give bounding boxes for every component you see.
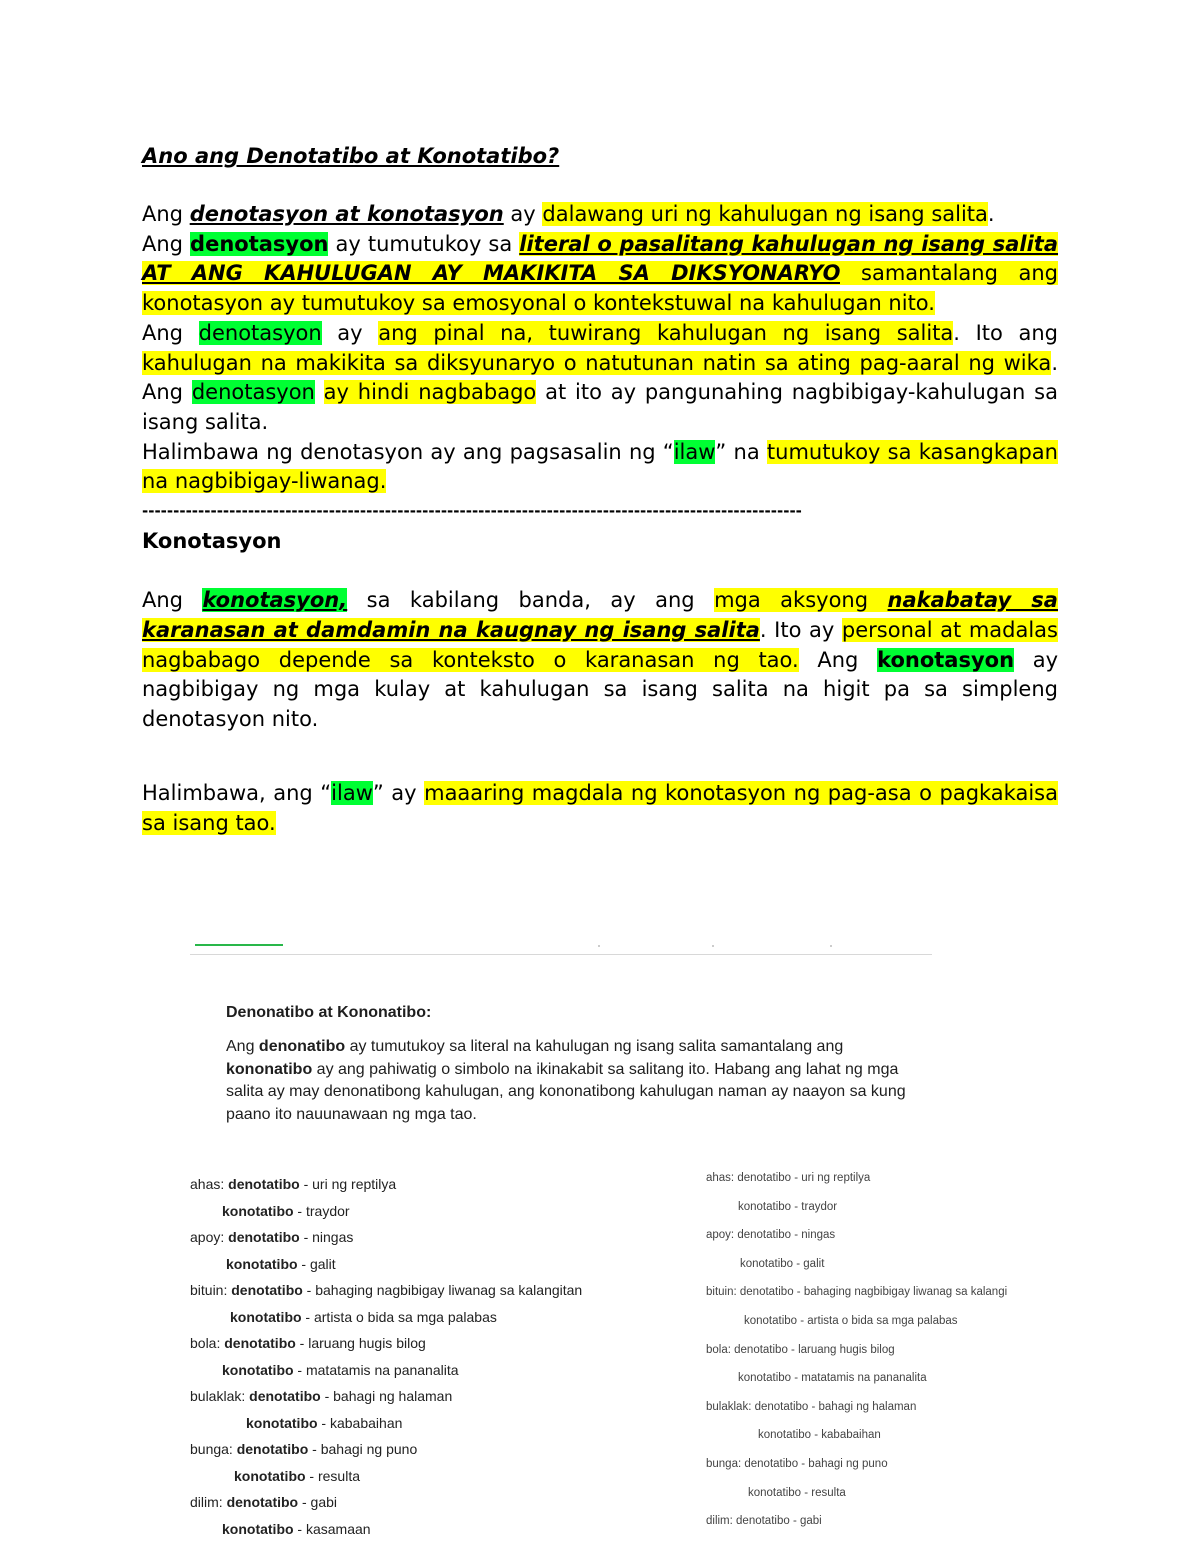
text-run-bold: kononatibo bbox=[226, 1060, 313, 1078]
list-item-meaning: - resulta bbox=[305, 1467, 361, 1484]
text-run bbox=[840, 261, 861, 285]
list-item-word: bulaklak: bbox=[190, 1388, 250, 1404]
text-run: Ang bbox=[142, 320, 199, 345]
list-item-word: bituin: bbox=[190, 1282, 232, 1298]
text-run: at ito ay pangunahing nagbibigay-kahulugan sa isang salita. bbox=[142, 380, 1058, 434]
list-item: konotatibo - kababaihan bbox=[758, 1429, 881, 1442]
list-item: konotatibo - traydor bbox=[738, 1200, 838, 1213]
separator-dashes: ---------------------------------------------------------------------------------------------------------- bbox=[142, 502, 802, 521]
list-item-meaning: - ningas bbox=[299, 1229, 354, 1245]
highlight-yellow: maaaring magdala ng konotasyon ng pag-asa o pagkakaisa sa isang tao. bbox=[142, 781, 1058, 836]
list-item-kind: konotatibo bbox=[222, 1202, 294, 1219]
list-item-meaning: - gabi bbox=[298, 1494, 338, 1510]
list-item bbox=[190, 1441, 417, 1457]
highlight-yellow: AT ANG KAHULUGAN AY MAKIKITA SA DIKSYONARYO bbox=[142, 261, 841, 286]
list-item bbox=[190, 1494, 337, 1510]
highlight-green: denotasyon bbox=[190, 231, 329, 256]
document-title: Ano ang Denotatibo at Konotatibo? bbox=[142, 144, 560, 168]
list-item-meaning: - galit bbox=[297, 1255, 336, 1272]
text-run: Halimbawa ng denotasyon ay ang pagsasalin ng “ bbox=[142, 439, 674, 464]
list-item: apoy: denotatibo - ningas bbox=[706, 1229, 836, 1242]
list-item: dilim: denotatibo - gabi bbox=[706, 1515, 822, 1528]
list-item-kind: denotatibo bbox=[224, 1335, 296, 1351]
list-item bbox=[246, 1415, 402, 1431]
text-run: ay nagbibigay ng mga kulay at kahulugan sa isang salita na higit pa sa simpleng denotasyon nito. bbox=[142, 647, 1059, 731]
list-item bbox=[222, 1203, 350, 1219]
list-item-kind: konotatibo bbox=[246, 1414, 318, 1431]
dot bbox=[598, 945, 600, 947]
list-item bbox=[190, 1335, 426, 1351]
list-item-meaning: - laruang hugis bilog bbox=[295, 1335, 426, 1351]
list-item: bunga: denotatibo - bahagi ng puno bbox=[706, 1458, 888, 1470]
left-word-list bbox=[190, 1176, 670, 1556]
text-run: sa kabilang banda, ay ang bbox=[347, 588, 715, 613]
text-run: ay bbox=[321, 320, 379, 345]
list-item-meaning: - bahagi ng halaman bbox=[320, 1388, 453, 1404]
highlight-yellow: mga aksyong bbox=[714, 588, 888, 613]
highlight-yellow: kahulugan na makikita sa diksyunaryo o natutunan natin sa ating pag-aaral ng wika bbox=[142, 350, 1052, 375]
text-run: . Ang bbox=[142, 350, 1058, 405]
list-item-meaning: - bahagi ng puno bbox=[308, 1441, 418, 1457]
text-run-bold-italic: denotasyon at konotasyon bbox=[189, 202, 504, 226]
list-item-kind: denotatibo bbox=[231, 1282, 303, 1298]
list-item-meaning: - kasamaan bbox=[293, 1520, 371, 1537]
list-item bbox=[222, 1362, 459, 1378]
list-item bbox=[190, 1176, 396, 1192]
list-item-kind: konotatibo bbox=[222, 1361, 294, 1378]
list-item: bituin: denotatibo - bahaging nagbibigay liwanag sa kalangi bbox=[706, 1286, 1008, 1299]
main-text bbox=[142, 200, 1058, 839]
text-run: ay tumutukoy sa literal na kahulugan ng isang salita samantalang ang bbox=[345, 1038, 844, 1055]
list-item: ahas: denotatibo - uri ng reptilya bbox=[706, 1172, 871, 1184]
text-run-bold: denonatibo bbox=[258, 1038, 346, 1055]
text-run: ” na bbox=[715, 439, 767, 464]
list-item-kind: denotatibo bbox=[228, 1229, 300, 1245]
text-run bbox=[315, 380, 324, 404]
text-run: . bbox=[987, 202, 995, 226]
list-item: bola: denotatibo - laruang hugis bilog bbox=[706, 1343, 895, 1356]
highlight-green: ilaw bbox=[673, 439, 716, 464]
list-item-word: dilim: bbox=[190, 1494, 227, 1510]
highlight-yellow: samantalang ang konotasyon ay tumutukoy sa emosyonal o kontekstuwal na kahulugan nito. bbox=[142, 261, 1058, 316]
text-run: Ang bbox=[798, 647, 878, 672]
highlight-yellow: literal o pasalitang kahulugan ng isang salita bbox=[519, 231, 1059, 256]
card-title: Denonatibo at Kononatibo: bbox=[226, 1004, 432, 1021]
list-item-kind: konotatibo bbox=[222, 1520, 294, 1537]
list-item bbox=[190, 1388, 452, 1404]
text-run: Ang bbox=[226, 1038, 259, 1055]
list-item-kind: konotatibo bbox=[230, 1308, 302, 1325]
list-item-kind: konotatibo bbox=[234, 1467, 306, 1484]
text-run: Ang bbox=[142, 202, 190, 226]
list-item-kind: konotatibo bbox=[226, 1255, 298, 1272]
blank-line bbox=[142, 735, 1058, 765]
list-item-word: ahas: bbox=[190, 1176, 229, 1192]
highlight-green: konotasyon bbox=[877, 647, 1015, 672]
list-item bbox=[222, 1521, 371, 1537]
paragraph-1 bbox=[142, 200, 1058, 230]
list-item-meaning: - uri ng reptilya bbox=[299, 1176, 397, 1192]
embedded-screenshot bbox=[190, 940, 1090, 1553]
highlight-green: ilaw bbox=[331, 781, 373, 806]
blank-line bbox=[142, 764, 1058, 779]
highlight-green: konotasyon, bbox=[202, 588, 348, 613]
dot bbox=[830, 945, 832, 947]
paragraph-2 bbox=[142, 230, 1058, 319]
highlight-yellow: dalawang uri ng kahulugan ng isang salita bbox=[542, 202, 988, 226]
text-run: ” ay bbox=[372, 781, 425, 806]
list-item-word: apoy: bbox=[190, 1229, 229, 1245]
paragraph-3 bbox=[142, 319, 1058, 438]
text-run: . Ito ang bbox=[953, 320, 1058, 345]
highlight-green: denotasyon bbox=[191, 380, 315, 405]
paragraph-6 bbox=[142, 779, 1058, 838]
list-item bbox=[230, 1309, 497, 1325]
text-run: Ang bbox=[142, 588, 203, 613]
divider bbox=[190, 954, 932, 955]
list-item-meaning: - matatamis na pananalita bbox=[293, 1361, 459, 1378]
section-heading: Konotasyon bbox=[142, 528, 282, 553]
paragraph-4 bbox=[142, 438, 1058, 497]
text-run: . Ito ay bbox=[759, 617, 842, 642]
text-run: ay ang pahiwatig o simbolo na ikinakabit sa salitang ito. Habang ang lahat ng mga salita ay may denonatibong kahulugan, ang kononatibong kahulugan naman ay naayon sa kung paano ito nauunawaan ng mga tao. bbox=[226, 1060, 906, 1123]
list-item bbox=[190, 1229, 353, 1245]
card-body bbox=[226, 1036, 916, 1126]
list-item-word: bunga: bbox=[190, 1441, 237, 1457]
list-item-kind: denotatibo bbox=[228, 1176, 300, 1192]
highlight-yellow: nakabatay sa karanasan at damdamin na kaugnay ng isang salita bbox=[142, 588, 1058, 642]
highlight-yellow: ang pinal na, tuwirang kahulugan ng isang salita bbox=[378, 320, 954, 345]
list-item bbox=[190, 1282, 582, 1298]
text-run: ay bbox=[503, 202, 543, 226]
highlight-yellow: personal at madalas nagbabago depende sa konteksto o karanasan ng tao. bbox=[142, 617, 1058, 672]
text-run: Halimbawa, ang “ bbox=[142, 781, 332, 806]
list-item: konotatibo - resulta bbox=[748, 1486, 846, 1499]
list-item-meaning: - bahaging nagbibigay liwanag sa kalangitan bbox=[302, 1282, 583, 1298]
list-item-kind: denotatibo bbox=[249, 1388, 321, 1404]
list-item bbox=[234, 1468, 360, 1484]
highlight-yellow: ay hindi nagbabago bbox=[323, 380, 537, 405]
list-item-meaning: - artista o bida sa mga palabas bbox=[301, 1308, 497, 1325]
list-item-word: bola: bbox=[190, 1335, 225, 1351]
list-item: konotatibo - artista o bida sa mga palabas bbox=[744, 1315, 958, 1327]
list-item: bulaklak: denotatibo - bahagi ng halaman bbox=[706, 1400, 917, 1413]
green-tab-indicator bbox=[195, 944, 283, 946]
list-item-kind: denotatibo bbox=[236, 1441, 309, 1457]
list-item: konotatibo - matatamis na pananalita bbox=[738, 1372, 927, 1385]
blank-line bbox=[142, 556, 1058, 586]
list-item-meaning: - traydor bbox=[293, 1202, 350, 1219]
list-item-kind: denotatibo bbox=[226, 1494, 299, 1510]
paragraph-5 bbox=[142, 586, 1058, 735]
right-word-list bbox=[706, 1172, 1086, 1552]
highlight-green: denotasyon bbox=[198, 320, 322, 345]
text-run: Ang bbox=[142, 231, 191, 256]
list-item bbox=[226, 1256, 336, 1272]
list-item: konotatibo - galit bbox=[740, 1257, 825, 1270]
highlight-yellow: tumutukoy sa kasangkapan na nagbibigay-liwanag. bbox=[142, 439, 1058, 494]
dot bbox=[712, 945, 714, 947]
text-run: ay tumutukoy sa bbox=[328, 231, 520, 256]
list-item-meaning: - kababaihan bbox=[317, 1414, 403, 1431]
